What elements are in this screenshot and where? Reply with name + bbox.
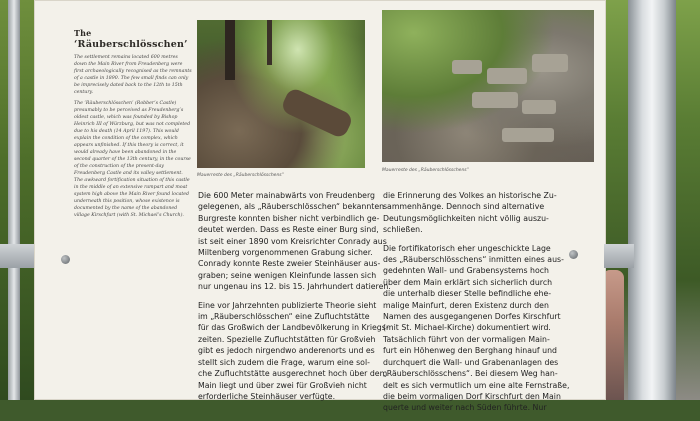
- paragraph: die Erinnerung des Volkes an historische Zu- sammenhänge. Dennoch sind alternative Deutungsmöglichkeiten nicht völlig auszu- schließen.: [383, 191, 557, 235]
- german-text-column-1: [198, 190, 391, 409]
- photo-caption: Mauerreste des „Räuberschlösschens“: [197, 173, 284, 178]
- sign-post-left: [8, 0, 20, 400]
- information-sign: [34, 0, 606, 413]
- intro-paragraph: The settlement remains located 600 metres down the Main River from Freudenberg were first archaeologically recognised as the remnants of a castle in 1890. The few small finds can only be imprecisely dated back to the 12th to 15th century.: [74, 55, 192, 95]
- paragraph: Eine vor Jahrzehnten publizierte Theorie sieht im „Räuberschlösschen“ eine Zufluchtstätte für das Großwich der Landbevölkerung in Kriegs- zeiten. Spezielle Zufluchtstätten für Großvieh gibt es jedoch nirgendwo anderenorts und es stellt sich zudem die Frage, warum eine sol- che Zufluchtstätte ausgerechnet hoch über dem Main liegt und über zwei für Großvieh nicht erforderliche Steinhäuser verfügte.: [198, 300, 389, 401]
- intro-paragraph: The ‘Räuberschlösschen’ (Robber’s Castle) presumably to be perceived as Freudenberg’s oldest castle, which was founded by Bishop Heinrich III of Würzburg, but was not completed due to his death (14 April 1197). This would explain the condition of the complex, which appears unfinished. If this theory is correct, it would already have been abandoned in the second quarter of the 13th century, in the course of the construction of the present-day Freudenberg Castle and its valley settlement. The awkward fortification situation of this castle in the middle of an extensive rampart and moat system high above the Main River found located underneath this position, whose existence is documented by the name of the abandoned village Kirschfurt (with St. Michael’s Church).: [74, 101, 191, 218]
- paragraph: Die 600 Meter mainabwärts von Freudenberg gelegenen, als „Räuberschlösschen“ bekannten Burgreste konnten bisher nicht verbindlich ge- deutet werden. Dass es Reste einer Burg sind, ist seit einer 1890 vom Kreisrichter Conrady aus Miltenberg vorgenommenen Grabung sicher. Conrady konnte Reste zweier Steinhäuser aus- graben; seine wenigen Kleinfunde lassen sich nur ungenau ins 12. bis 15. Jahrhundert datieren.: [198, 191, 391, 292]
- photo-caption: Mauerreste des „Räuberschlösschens“: [382, 168, 469, 173]
- screw: [61, 255, 70, 264]
- german-text-column-2: [383, 190, 569, 421]
- sign-title: The ‘Räuberschlösschen’: [74, 28, 188, 50]
- ruins-photo-wall: [382, 10, 594, 162]
- ruins-photo-forest: [197, 20, 365, 168]
- english-intro: [74, 54, 192, 223]
- sign-post-right: [628, 0, 676, 400]
- screw: [569, 250, 578, 259]
- crossbar-right: [604, 244, 634, 268]
- paragraph: Die fortifikatorisch eher ungeschickte Lage des „Räuberschlösschens“ inmitten eines aus- gedehnten Wall- und Grabensystems hoch über dem Main erklärt sich sicherlich durch die unterhalb dieser Stelle befindliche ehe- malige Mainfurt, deren Existenz durch den Namen des ausgegangenen Dorfes Kirschfurt (mit St. Michael-Kirche) dokumentiert wird. Tatsächlich führt von der vormaligen Main- furt ein Höhenweg den Berghang hinauf und durchquert die Wall- und Grabenanlagen des „Räuberschlösschens“. Bei diesem Weg han- delt es sich vermutlich um eine alte Fernstraße, die beim vormaligen Dorf Kirschfurt den Main querte und weiter nach Süden führte. Nur: [383, 243, 570, 413]
